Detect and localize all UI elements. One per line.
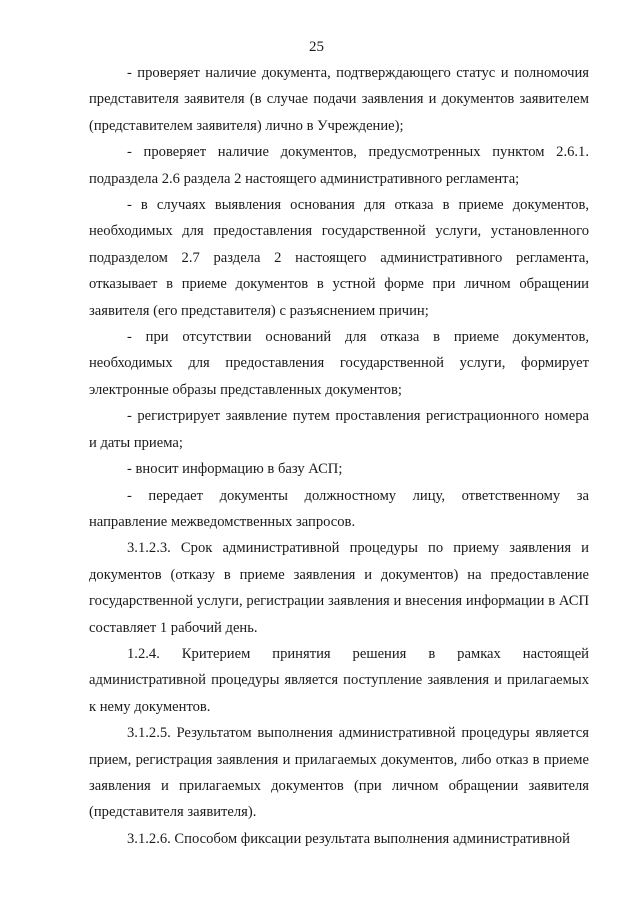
paragraph-3-1-2-3: 3.1.2.3. Срок административной процедуры по приему заявления и документов (отказу в приеме заявления и документов) на предоставление государственной услуги, регистрации заявления и внесения информации в АСП составляет 1 рабочий день.: [89, 540, 589, 636]
paragraph-3-1-2-6: 3.1.2.6. Способом фиксации результата выполнения административной: [127, 830, 570, 847]
document-body: [89, 60, 589, 852]
paragraph-register-application: - регистрирует заявление путем проставления регистрационного номера и даты приема;: [89, 408, 589, 451]
paragraph-enter-asp: - вносит информацию в базу АСП;: [127, 461, 343, 478]
paragraph-1-2-4: 1.2.4. Критерием принятия решения в рамках настоящей административной процедуры является поступление заявления и прилагаемых к нему документов.: [89, 645, 589, 715]
page-number: 25: [309, 39, 324, 55]
paragraph-transfer-documents: - передает документы должностному лицу, ответственному за направление межведомственных запросов.: [89, 487, 589, 530]
paragraph-electronic-images: - при отсутствии оснований для отказа в приеме документов, необходимых для предоставления государственной услуги, формирует электронные образы представленных документов;: [89, 329, 589, 398]
paragraph-refusal-grounds: - в случаях выявления основания для отказа в приеме документов, необходимых для предоставления государственной услуги, установленного подразделом 2.7 раздела 2 настоящего административного регламента, отказывает в приеме документов в устной форме при личном обращении заявителя (его представителя) с разъяснением причин;: [89, 197, 589, 319]
paragraph-3-1-2-5: 3.1.2.5. Результатом выполнения административной процедуры является прием, регистрация заявления и прилагаемых документов, либо отказ в приеме заявления и прилагаемых документов (при личном обращении заявителя (представителя заявителя).: [89, 725, 589, 821]
paragraph-check-representative: - проверяет наличие документа, подтверждающего статус и полномочия представителя заявителя (в случае подачи заявления и документов заявителем (представителем заявителя) лично в Учреждение);: [89, 65, 589, 134]
paragraph-check-documents: - проверяет наличие документов, предусмотренных пунктом 2.6.1. подраздела 2.6 раздела 2 настоящего административного регламента;: [89, 144, 589, 187]
